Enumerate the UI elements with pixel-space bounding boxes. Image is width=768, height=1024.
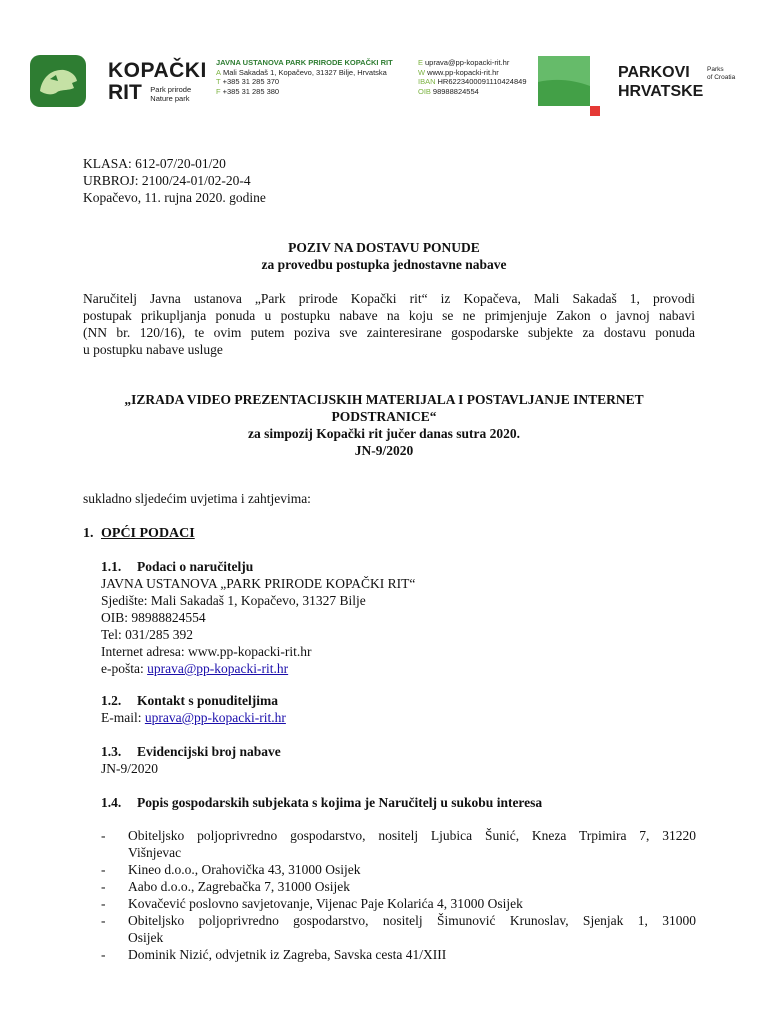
- address-key: A: [216, 67, 222, 77]
- phone-key: T: [216, 77, 221, 86]
- header-email: uprava@pp-kopacki-rit.hr: [425, 58, 510, 67]
- email-key: E: [418, 58, 424, 67]
- list-item-line2: Osijek: [128, 930, 164, 945]
- intro-line3: (NN br. 120/16), te ovim putem poziva sve zainteresirane gospodarske subjekte za dostavu ponuda: [83, 325, 695, 340]
- list-item-line1: Kovačević poslovno savjetovanje, Vijenac Paje Kolarića 4, 31000 Osijek: [128, 896, 523, 911]
- ph-line2: HRVATSKE: [618, 83, 704, 100]
- title-line1: POZIV NA DOSTAVU PONUDE: [288, 240, 480, 255]
- brand-sub1: Park prirode: [150, 85, 192, 94]
- section-1-title: OPĆI PODACI: [101, 526, 195, 541]
- contact-email-link[interactable]: uprava@pp-kopacki-rit.hr: [144, 710, 286, 725]
- section-1-2-title: Kontakt s ponuditeljima: [137, 693, 279, 708]
- list-item: [101, 827, 696, 861]
- kopacki-brand: [108, 60, 207, 104]
- section-1-4-heading: [101, 794, 542, 811]
- title-line2: za provedbu postupka jednostavne nabave: [261, 257, 507, 272]
- kopacki-rit-logo-icon: [30, 55, 86, 107]
- list-item-line1: Kineo d.o.o., Orahovička 43, 31000 Osijek: [128, 862, 361, 877]
- subject-line3: za simpozij Kopački rit jučer danas sutra 2020.: [248, 426, 520, 441]
- subject-line1: „IZRADA VIDEO PREZENTACIJSKIH MATERIJALA I POSTAVLJANJE INTERNET: [124, 392, 644, 407]
- subject-line4: JN-9/2020: [354, 443, 414, 458]
- header-oib: 98988824554: [432, 86, 479, 96]
- section-1-4-title: Popis gospodarskih subjekata s kojima je Naručitelj u sukobu interesa: [137, 795, 543, 810]
- list-item-line2: Višnjevac: [128, 845, 182, 860]
- iban-key: IBAN: [418, 77, 436, 86]
- client-seat: Sjedište: Mali Sakadaš 1, Kopačevo, 31327 Bilje: [101, 593, 366, 608]
- section-1-2: [101, 692, 286, 726]
- client-name: JAVNA USTANOVA „PARK PRIRODE KOPAČKI RIT“: [101, 576, 416, 591]
- web-key: W: [418, 67, 426, 77]
- intro-line4: u postupku nabave usluge: [83, 342, 223, 357]
- list-dash: -: [101, 947, 106, 962]
- parks-of-croatia: [707, 66, 735, 81]
- conflict-of-interest-list: [101, 827, 696, 963]
- institution-fax: +385 31 285 380: [222, 86, 280, 96]
- section-1-1-title: Podaci o naručitelju: [137, 559, 254, 574]
- letterhead: [0, 50, 768, 120]
- document-date: Kopačevo, 11. rujna 2020. godine: [83, 190, 266, 205]
- brand-line2: RIT: [108, 81, 142, 104]
- oib-key: OIB: [418, 86, 431, 96]
- list-item: [101, 861, 696, 878]
- section-1-3-title: Evidencijski broj nabave: [137, 744, 281, 759]
- parkovi-hrvatske-logo-icon: [538, 56, 602, 116]
- document-title: [0, 239, 768, 273]
- conditions-text: sukladno sljedećim uvjetima i zahtjevima:: [83, 491, 311, 506]
- klasa: KLASA: 612-07/20-01/20: [83, 156, 226, 171]
- section-1-3: [101, 743, 281, 777]
- institution-name: JAVNA USTANOVA PARK PRIRODE KOPAČKI RIT: [216, 58, 393, 67]
- list-item: [101, 878, 696, 895]
- list-dash: -: [101, 896, 106, 911]
- intro-line1: Naručitelj Javna ustanova „Park prirode Kopački rit“ iz Kopačeva, Mali Sakadaš 1, provodi: [83, 291, 695, 306]
- list-dash: -: [101, 828, 106, 843]
- client-web: Internet adresa: www.pp-kopacki-rit.hr: [101, 644, 312, 659]
- institution-info: [216, 58, 393, 96]
- contact-info: [418, 58, 527, 96]
- client-email-link[interactable]: uprava@pp-kopacki-rit.hr: [147, 661, 289, 676]
- intro-paragraph: [83, 290, 695, 358]
- section-1-1: [101, 558, 415, 677]
- procurement-number: JN-9/2020: [101, 761, 158, 776]
- brand-sub: [150, 85, 191, 103]
- header-web: www.pp-kopacki-rit.hr: [427, 67, 499, 77]
- ph-sub2: of Croatia: [707, 73, 736, 81]
- brand-sub2: Nature park: [150, 94, 190, 103]
- institution-address: Mali Sakadaš 1, Kopačevo, 31327 Bilje, Hrvatska: [223, 67, 387, 77]
- section-1-1-number: 1.1.: [101, 559, 122, 574]
- list-item: [101, 895, 696, 912]
- contact-email-label: E-mail:: [101, 710, 145, 725]
- parkovi-hrvatske-text: [618, 63, 703, 101]
- client-email-label: e-pošta:: [101, 661, 148, 676]
- header-iban: HR6223400091110424849: [437, 77, 527, 86]
- list-dash: -: [101, 879, 106, 894]
- document-meta: [83, 155, 266, 206]
- ph-sub1: Parks: [707, 66, 724, 73]
- procurement-subject: [0, 391, 768, 459]
- client-oib: OIB: 98988824554: [101, 610, 206, 625]
- list-dash: -: [101, 862, 106, 877]
- section-1-2-number: 1.2.: [101, 693, 122, 708]
- list-item: [101, 946, 696, 963]
- list-item: [101, 912, 696, 946]
- section-1-heading: [83, 525, 195, 542]
- subject-line2: PODSTRANICE“: [331, 409, 437, 424]
- section-1-3-number: 1.3.: [101, 744, 122, 759]
- list-item-line1: Aabo d.o.o., Zagrebačka 7, 31000 Osijek: [128, 879, 350, 894]
- ph-line1: PARKOVI: [618, 64, 690, 81]
- section-1-4-number: 1.4.: [101, 795, 122, 810]
- list-item-line1: Obiteljsko poljoprivredno gospodarstvo, nositelj Ljubica Šunić, Kneza Trpimira 7, 31220: [128, 828, 696, 843]
- list-item-line1: Obiteljsko poljoprivredno gospodarstvo, nositelj Šimunović Krunoslav, Sjenjak 1, 31000: [128, 913, 696, 928]
- section-1-number: 1.: [83, 526, 94, 541]
- brand-line1: KOPAČKI: [108, 59, 207, 82]
- institution-phone: +385 31 285 370: [222, 77, 280, 86]
- intro-line2: postupak prikupljanja ponuda u postupku nabave na koju se ne primjenjuje Zakon o javnoj nabavi: [83, 308, 695, 323]
- client-tel: Tel: 031/285 392: [101, 627, 194, 642]
- list-dash: -: [101, 913, 106, 928]
- fax-key: F: [216, 86, 221, 96]
- list-item-line1: Dominik Nizić, odvjetnik iz Zagreba, Savska cesta 41/XIII: [128, 947, 447, 962]
- urbroj: URBROJ: 2100/24-01/02-20-4: [83, 173, 251, 188]
